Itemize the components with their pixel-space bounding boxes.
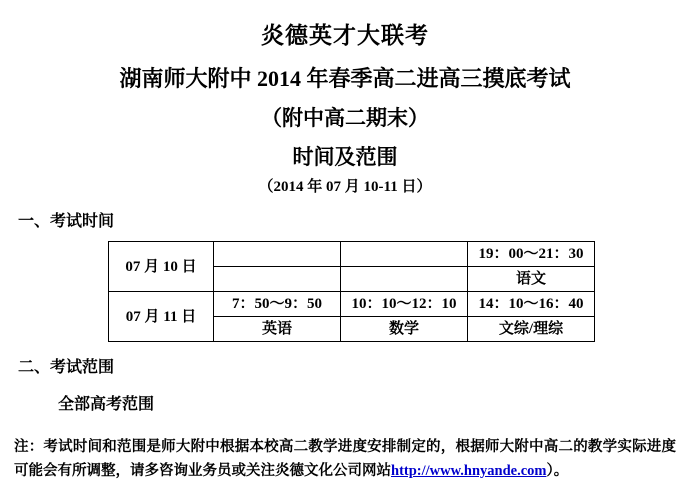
cell-subject: 数学: [341, 317, 468, 342]
cell-subject: 文综/理综: [468, 317, 595, 342]
cell-time: 19：00～21：30: [468, 242, 595, 267]
schedule-table-wrapper: [108, 241, 690, 342]
page-title-scope: 时间及范围: [292, 145, 398, 170]
cell-day: 07 月 10 日: [109, 242, 214, 292]
page-title-date: （2014 年 07 月 10-11 日）: [258, 179, 432, 196]
table-row: [109, 242, 595, 267]
cell-time: 10：10～12：10: [341, 292, 468, 317]
footer-note: [14, 436, 676, 484]
page-title-sub: 湖南师大附中 2014 年春季高二进高三摸底考试: [119, 65, 571, 91]
section-heading-exam-time: 一、考试时间: [18, 213, 115, 231]
cell-empty: [341, 267, 468, 292]
website-link[interactable]: http://www.hnyande.com: [391, 462, 547, 479]
exam-schedule-table: [108, 241, 595, 342]
exam-scope-text: 全部高考范围: [58, 395, 155, 413]
cell-empty: [214, 267, 341, 292]
cell-empty: [341, 242, 468, 267]
document-page: [0, 22, 690, 500]
cell-subject: 语文: [468, 267, 595, 292]
cell-day: 07 月 11 日: [109, 292, 214, 342]
footer-note-text: 注：考试时间和范围是师大附中根据本校高二教学进度安排制定的，根据师大附中高二的教学实际进度可能会有所调整，请多咨询业务员或关注炎德文化公司网站: [14, 438, 676, 479]
footer-note-suffix: ）。: [546, 462, 569, 479]
cell-time: 7：50～9：50: [214, 292, 341, 317]
page-title-main: 炎德英才大联考: [261, 23, 429, 48]
table-row: [109, 292, 595, 317]
cell-empty: [214, 242, 341, 267]
page-title-paren: （附中高二期末）: [261, 105, 429, 130]
section-heading-exam-scope: 二、考试范围: [18, 359, 115, 377]
cell-time: 14：10～16：40: [468, 292, 595, 317]
cell-subject: 英语: [214, 317, 341, 342]
